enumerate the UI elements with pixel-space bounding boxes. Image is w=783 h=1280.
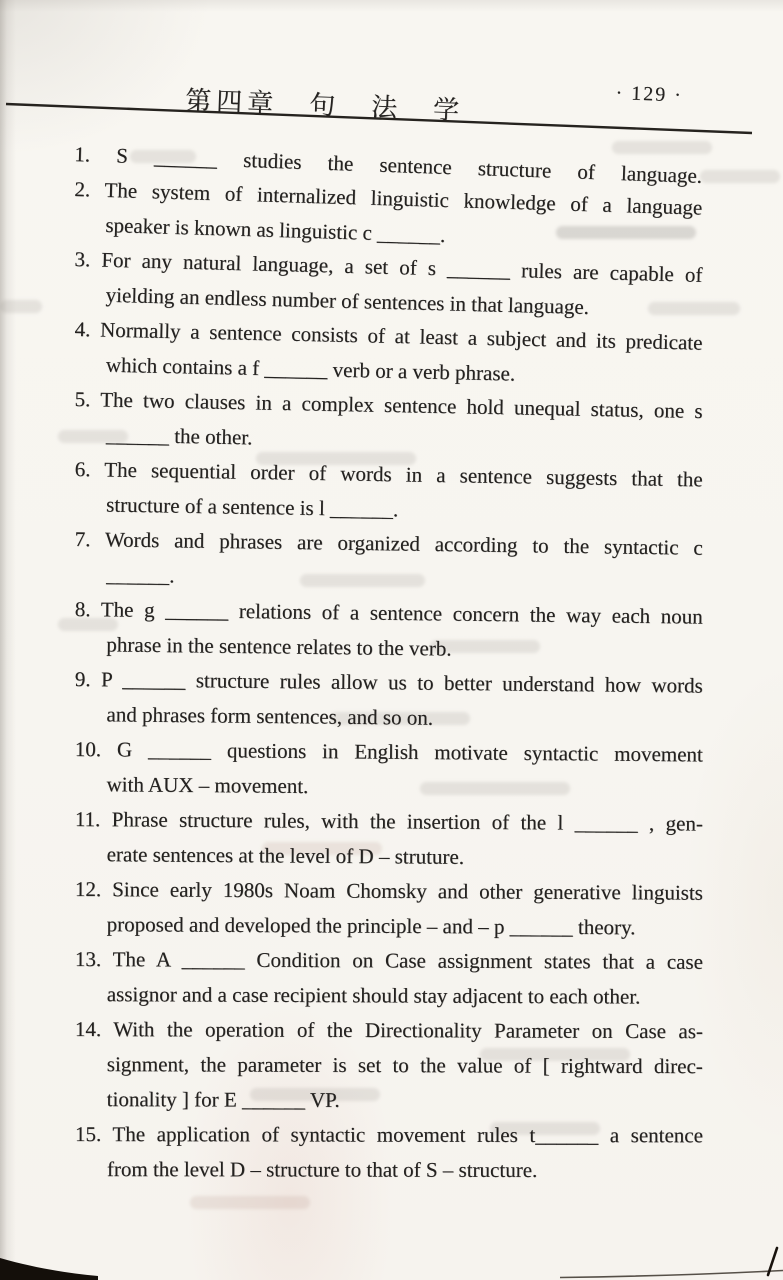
question-item xyxy=(74,732,703,807)
question-item xyxy=(75,1012,703,1119)
question-text: With the operation of the Directionality Parameter on Case as- xyxy=(113,1017,703,1044)
question-text: The sequential order of words in a sentence suggests that the xyxy=(104,457,703,492)
question-line: with AUX – movement. xyxy=(106,772,309,799)
question-line: erate sentences at the level of D – struture. xyxy=(106,842,465,869)
question-number: 15. xyxy=(74,1122,102,1147)
chapter-title: 第四章 句 法 学 xyxy=(184,85,465,126)
question-text: P ______ structure rules allow us to better understand how words xyxy=(100,667,703,698)
question-number: 3. xyxy=(74,246,91,272)
question-text: Since early 1980s Noam Chomsky and other generative linguists xyxy=(112,877,703,905)
question-text: The system of internalized linguistic knowledge of a language xyxy=(104,177,703,220)
question-number: 8. xyxy=(74,596,91,622)
question-number: 11. xyxy=(74,806,101,832)
question-line: phrase in the sentence relates to the verb. xyxy=(106,632,452,661)
question-number: 1. xyxy=(73,141,91,167)
question-line: ______. xyxy=(106,562,175,588)
question-number: 9. xyxy=(74,666,91,692)
question-number: 13. xyxy=(74,946,102,972)
question-line: proposed and developed the principle – and – p ______ theory. xyxy=(106,912,636,940)
question-line: tionality ] for E ______ VP. xyxy=(106,1087,340,1112)
question-first-line xyxy=(75,1012,703,1049)
question-number: 6. xyxy=(74,456,91,482)
question-number: 12. xyxy=(74,876,102,902)
bottom-right-curl-mark xyxy=(768,1248,777,1275)
question-item xyxy=(74,662,703,739)
question-number: 2. xyxy=(74,176,91,202)
question-text: The g ______ relations of a sentence concern the way each noun xyxy=(100,597,703,629)
question-text: The two clauses in a complex sentence hold unequal status, one s xyxy=(100,387,703,424)
question-number: 7. xyxy=(74,526,91,552)
question-line: and phrases form sentences, and so on. xyxy=(106,702,434,730)
question-line: structure of a sentence is l ______. xyxy=(105,492,399,522)
question-first-line xyxy=(75,732,703,772)
question-text: The A ______ Condition on Case assignment states that a case xyxy=(112,947,703,974)
question-text: The application of syntactic movement rules t______ a sentence xyxy=(112,1122,703,1148)
question-number: 14. xyxy=(74,1017,102,1042)
page-header xyxy=(0,0,783,135)
question-line: ______ the other. xyxy=(105,422,253,450)
question-item xyxy=(74,802,702,877)
question-text: G ______ questions in English motivate syntactic movement xyxy=(116,737,703,767)
question-list xyxy=(75,137,703,1187)
question-number: 4. xyxy=(74,316,91,342)
question-first-line xyxy=(75,872,703,911)
question-item xyxy=(74,382,703,464)
bottom-left-edge-mark xyxy=(0,1258,98,1280)
question-line: signment, the parameter is set to the value of [ rightward direc- xyxy=(106,1052,703,1079)
bottom-edge-line xyxy=(560,1271,783,1278)
question-item xyxy=(74,592,703,670)
question-line: yielding an endless number of sentences in that language. xyxy=(105,282,590,320)
question-item xyxy=(75,1117,703,1188)
page-number: · 129 · xyxy=(615,82,684,107)
question-number: 10. xyxy=(74,736,102,762)
question-first-line xyxy=(75,1117,703,1153)
question-line: assignor and a case recipient should stay adjacent to each other. xyxy=(106,982,641,1009)
question-text: Words and phrases are organized according to the syntactic c xyxy=(104,527,703,560)
bleed-through-smudge xyxy=(190,1196,310,1209)
question-line: which contains a f ______ verb or a verb phrase. xyxy=(105,352,516,386)
question-number: 5. xyxy=(74,386,91,412)
question-text: Normally a sentence consists of at least a subject and its predicate xyxy=(99,317,703,355)
bleed-through-smudge xyxy=(0,300,42,313)
question-item xyxy=(74,522,703,601)
question-text: S ______ studies the sentence structure of language. xyxy=(115,143,703,188)
question-first-line xyxy=(75,802,703,842)
question-item xyxy=(75,872,703,946)
question-line: speaker is known as linguistic c ______. xyxy=(105,212,446,248)
question-text: Phrase structure rules, with the insertion of the l ______ , gen- xyxy=(111,807,703,836)
question-text: For any natural language, a set of s ______ rules are capable of xyxy=(101,247,703,287)
question-first-line xyxy=(75,942,703,980)
question-line: from the level D – structure to that of S – structure. xyxy=(106,1157,538,1182)
bleed-through-smudge xyxy=(700,170,780,183)
question-item xyxy=(74,452,703,532)
question-item xyxy=(75,942,703,1015)
